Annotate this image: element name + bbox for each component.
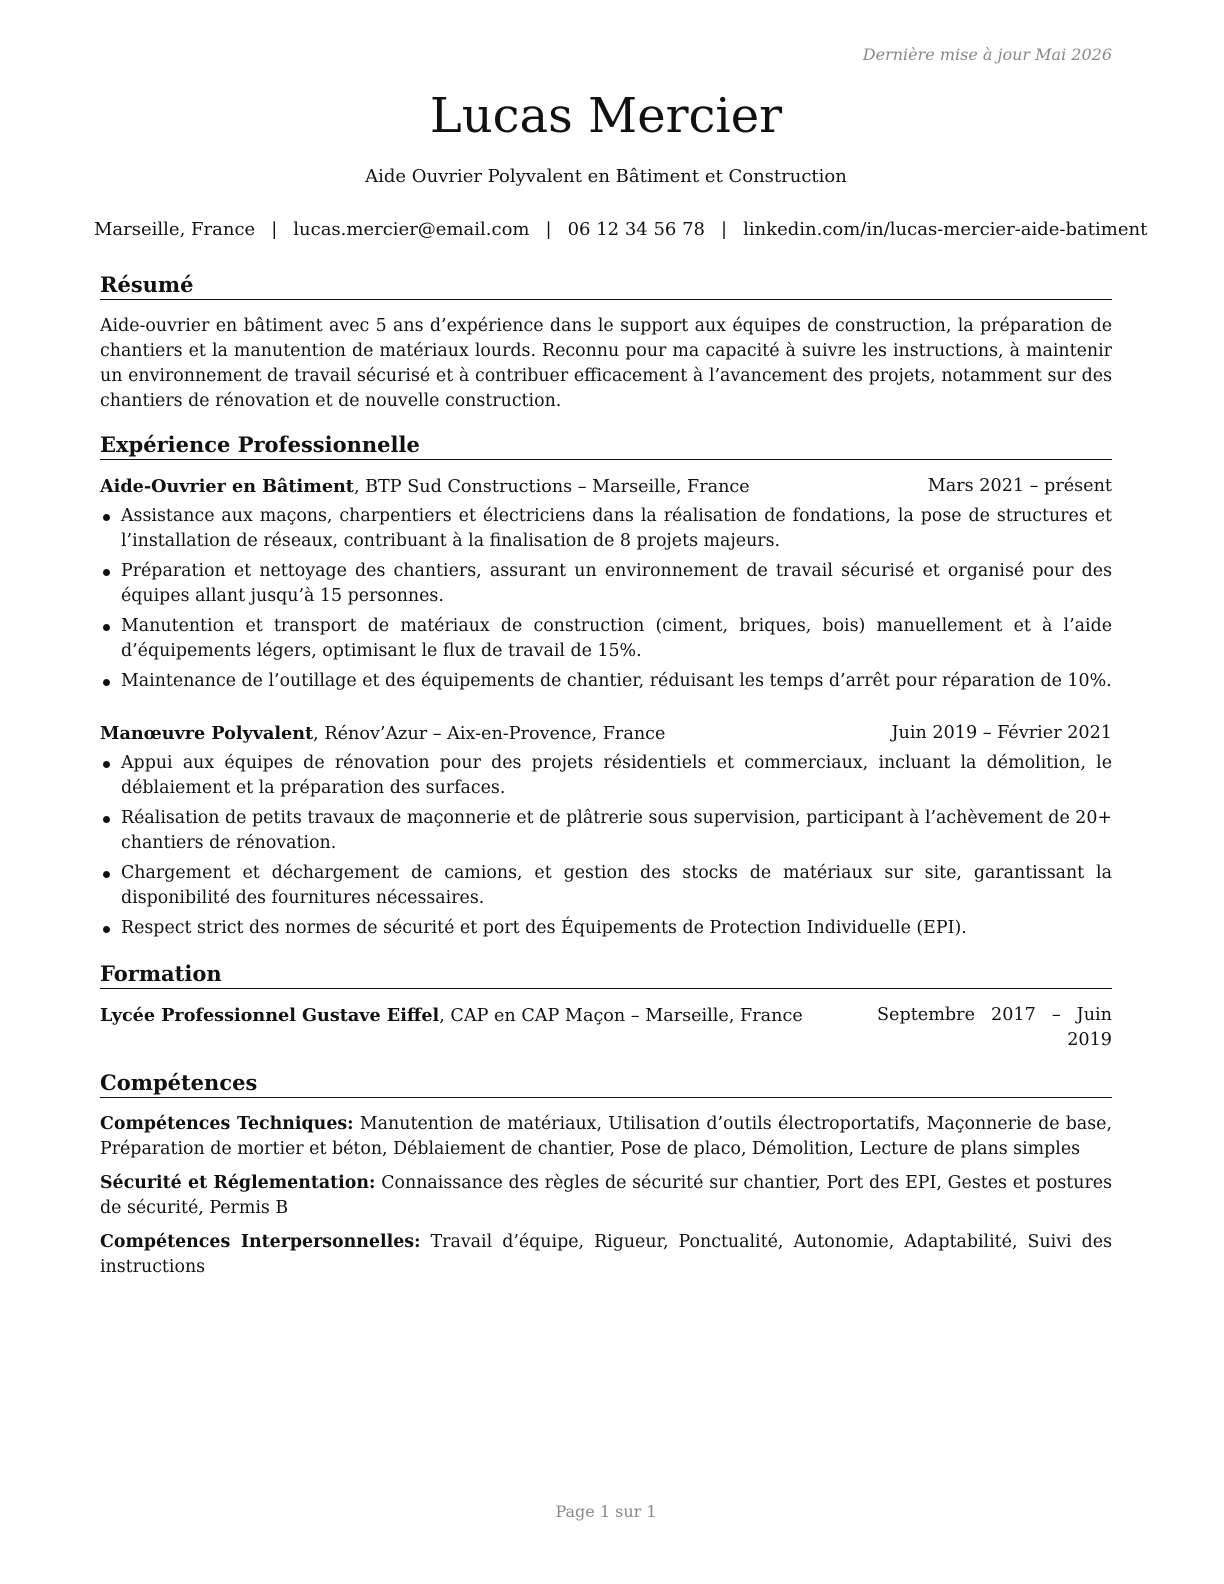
list-item	[100, 559, 1112, 609]
job-bullets	[100, 504, 1112, 699]
list-item	[100, 751, 1112, 801]
bullet-icon	[103, 816, 110, 823]
list-item	[100, 861, 1112, 911]
skill-label: Compétences Techniques:	[100, 1114, 354, 1134]
skill-label: Sécurité et Réglementation:	[100, 1173, 376, 1193]
skill-text: Manutention de matériaux, Utilisation d’outils électroportatifs, Maçonnerie de base, Préparation de mortier et béton, Déblaiement de chantier, Pose de placo, Démolition, Lecture de plans simples	[100, 1114, 1112, 1159]
job-dates: Juin 2019 – Février 2021	[891, 723, 1112, 743]
candidate-name: Lucas Mercier	[429, 88, 783, 144]
contact-phone: 06 12 34 56 78	[567, 219, 705, 240]
bullet-text: Réalisation de petits travaux de maçonnerie et de plâtrerie sous supervision, participant à l’achèvement de 20+ chantiers de rénovation.	[121, 808, 1112, 853]
bullet-text: Maintenance de l’outillage et des équipements de chantier, réduisant les temps d’arrêt pour réparation de 10%.	[121, 671, 1112, 691]
skill-text: Connaissance des règles de sécurité sur chantier, Port des EPI, Gestes et postures de sécurité, Permis B	[100, 1173, 1112, 1218]
page-number: Page 1 sur 1	[555, 1502, 657, 1521]
list-item	[100, 504, 1112, 554]
skill-group	[100, 1171, 1112, 1221]
job-header	[100, 474, 1112, 500]
skill-label: Compétences Interpersonnelles:	[100, 1232, 421, 1252]
bullet-icon	[103, 514, 110, 521]
job-company: , BTP Sud Constructions – Marseille, France	[353, 477, 750, 497]
education-details: , CAP en CAP Maçon – Marseille, France	[439, 1006, 803, 1026]
skill-group	[100, 1230, 1112, 1280]
bullet-text: Respect strict des normes de sécurité et port des Équipements de Protection Individuelle (EPI).	[121, 918, 967, 938]
education-dates: Septembre 2017 – Juin 2019	[877, 1005, 1112, 1050]
summary-heading: Résumé	[100, 271, 1112, 300]
education-entry	[100, 1003, 852, 1029]
bullet-text: Chargement et déchargement de camions, et gestion des stocks de matériaux sur site, garantissant la disponibilité des fournitures nécessaires.	[121, 863, 1112, 908]
contact-location: Marseille, France	[94, 219, 256, 240]
contact-separator: |	[545, 219, 552, 240]
job-title-line	[100, 474, 750, 500]
job-bullets	[100, 751, 1112, 946]
list-item	[100, 614, 1112, 664]
bullet-icon	[103, 926, 110, 933]
job-title-line	[100, 721, 665, 747]
job-role: Aide-Ouvrier en Bâtiment	[100, 476, 354, 497]
bullet-text: Préparation et nettoyage des chantiers, assurant un environnement de travail sécurisé et organisé pour des équipes allant jusqu’à 15 personnes.	[121, 561, 1112, 606]
list-item	[100, 806, 1112, 856]
job-header	[100, 721, 1112, 747]
bullet-icon	[103, 569, 110, 576]
bullet-icon	[103, 871, 110, 878]
summary-text: Aide-ouvrier en bâtiment avec 5 ans d’expérience dans le support aux équipes de construction, la préparation de chantiers et la manutention de matériaux lourds. Reconnu pour ma capacité à suivre les instructions, à maintenir un environnement de travail sécurisé et à contribuer efficacement à l’avancement des projets, notamment sur des chantiers de rénovation et de nouvelle construction.	[100, 316, 1112, 411]
contact-email[interactable]: lucas.mercier@email.com	[293, 219, 530, 240]
bullet-text: Manutention et transport de matériaux de construction (ciment, briques, bois) manuellement et à l’aide d’équipements légers, optimisant le flux de travail de 15%.	[121, 616, 1112, 661]
education-heading: Formation	[100, 960, 1112, 989]
contact-linkedin[interactable]: linkedin.com/in/lucas-mercier-aide-batiment	[743, 219, 1148, 240]
skills-heading: Compétences	[100, 1069, 1112, 1098]
bullet-icon	[103, 679, 110, 686]
contact-separator: |	[271, 219, 278, 240]
bullet-text: Appui aux équipes de rénovation pour des projets résidentiels et commerciaux, incluant la démolition, le déblaiement et la préparation des surfaces.	[121, 753, 1112, 798]
skill-text: Travail d’équipe, Rigueur, Ponctualité, Autonomie, Adaptabilité, Suivi des instructions	[100, 1232, 1113, 1277]
job-role: Manœuvre Polyvalent	[100, 723, 314, 744]
skill-group	[100, 1112, 1112, 1162]
list-item	[100, 916, 1112, 941]
experience-heading: Expérience Professionnelle	[100, 431, 1112, 460]
education-school: Lycée Professionnel Gustave Eiffel	[100, 1005, 440, 1026]
bullet-text: Assistance aux maçons, charpentiers et électriciens dans la réalisation de fondations, la pose de structures et l’installation de réseaux, contribuant à la finalisation de 8 projets majeurs.	[121, 506, 1112, 551]
resume-page	[94, 0, 1148, 1584]
job-dates: Mars 2021 – présent	[927, 476, 1112, 496]
contact-line	[94, 219, 1148, 240]
job-company: , Rénov’Azur – Aix-en-Provence, France	[313, 724, 666, 744]
bullet-icon	[103, 761, 110, 768]
education-line	[100, 1003, 803, 1029]
list-item	[100, 669, 1112, 694]
contact-separator: |	[720, 219, 728, 240]
bullet-icon	[103, 624, 110, 631]
candidate-title: Aide Ouvrier Polyvalent en Bâtiment et Construction	[365, 166, 847, 187]
last-updated: Dernière mise à jour Mai 2026	[862, 45, 1112, 64]
